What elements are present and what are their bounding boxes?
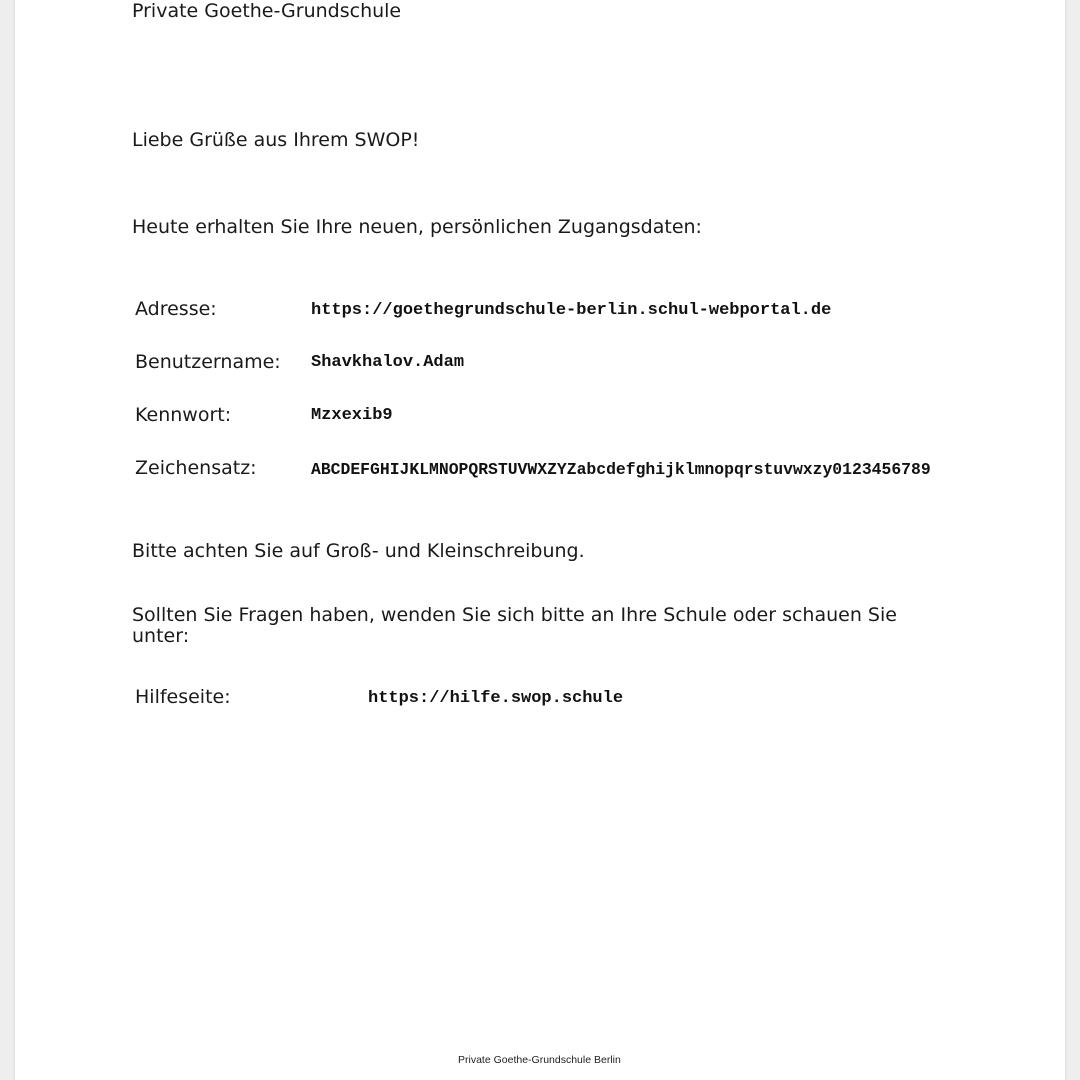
greeting-text: Liebe Grüße aus Ihrem SWOP! bbox=[132, 129, 420, 151]
password-label: Kennwort: bbox=[135, 404, 232, 426]
charset-value: ABCDEFGHIJKLMNOPQRSTUVWXZYZabcdefghijklmnopqrstuvwxzy0123456789 bbox=[311, 460, 931, 479]
school-name-header: Private Goethe-Grundschule bbox=[132, 0, 402, 22]
case-sensitivity-note: Bitte achten Sie auf Groß- und Kleinschreibung. bbox=[132, 540, 585, 562]
username-label: Benutzername: bbox=[135, 351, 281, 373]
charset-label: Zeichensatz: bbox=[135, 457, 257, 479]
help-page-label: Hilfeseite: bbox=[135, 686, 231, 708]
page-footer: Private Goethe-Grundschule Berlin bbox=[458, 1054, 621, 1066]
password-value: Mzxexib9 bbox=[311, 406, 393, 425]
address-label: Adresse: bbox=[135, 298, 217, 320]
questions-text: Sollten Sie Fragen haben, wenden Sie sich bitte an Ihre Schule oder schauen Sie unter: bbox=[132, 604, 897, 647]
intro-text: Heute erhalten Sie Ihre neuen, persönlichen Zugangsdaten: bbox=[132, 216, 702, 238]
username-value: Shavkhalov.Adam bbox=[311, 353, 465, 372]
address-value: https://goethegrundschule-berlin.schul-webportal.de bbox=[311, 301, 832, 320]
help-page-link[interactable]: https://hilfe.swop.schule bbox=[368, 689, 624, 708]
